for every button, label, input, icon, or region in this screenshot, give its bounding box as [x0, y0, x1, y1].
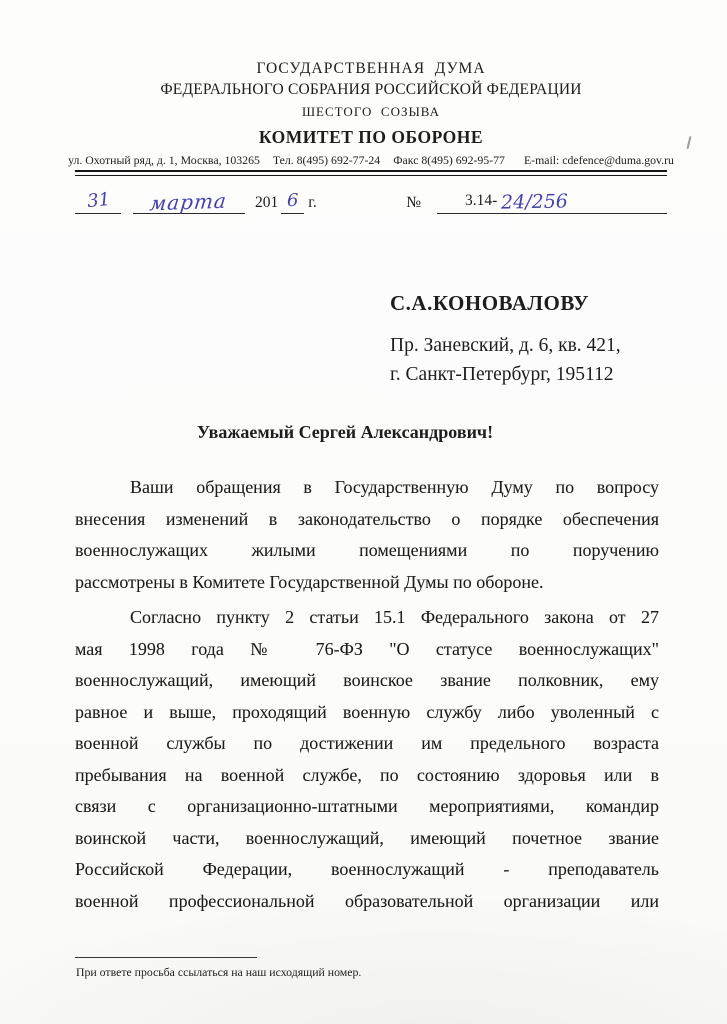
contact-address: ул. Охотный ряд, д. 1, Москва, 103265	[68, 153, 260, 167]
contact-fax: Факс 8(495) 692-95-77	[393, 153, 505, 167]
body-line: мая 1998 года № 76-ФЗ "О статусе военнослужащих"	[75, 638, 659, 659]
outgoing-number-label: №	[406, 194, 421, 211]
reference-row	[75, 184, 667, 214]
body-line: воинской части, военнослужащий, имеющий почетное звание	[75, 827, 659, 848]
date-day-field	[75, 188, 121, 214]
committee-title: КОМИТЕТ ПО ОБОРОНЕ	[258, 127, 484, 147]
date-year-suffix: г.	[308, 194, 317, 211]
body-line: Российской Федерации, военнослужащий - преподаватель	[75, 859, 659, 879]
body-line: рассмотрены в Комитете Государственной Думы по обороне.	[75, 571, 544, 592]
body-line: Ваши обращения в Государственную Думу по вопросу	[130, 477, 659, 497]
body-paragraph-1	[75, 472, 659, 598]
date-year-printed: 201	[255, 194, 279, 211]
stray-pen-mark	[686, 136, 691, 149]
footer-note: При ответе просьба ссылаться на наш исходящий номер.	[76, 965, 362, 979]
salutation: Уважаемый Сергей Александрович!	[196, 422, 494, 442]
addressee-address-line2: г. Санкт-Петербург, 195112	[390, 364, 614, 385]
body-line: военнослужащий, имеющий воинское звание полковник, ему	[75, 670, 659, 690]
contact-line	[68, 153, 674, 168]
letter-body	[75, 472, 659, 917]
contact-email: E-mail: cdefence@duma.gov.ru	[523, 153, 674, 167]
date-year-digit-field	[281, 188, 304, 214]
letterhead-separator-rule	[75, 170, 667, 176]
org-name-line1: ГОСУДАРСТВЕННАЯ ДУМА	[256, 60, 486, 77]
addressee-address-line1: Пр. Заневский, д. 6, кв. 421,	[390, 335, 621, 356]
outgoing-number-handwritten: 24/256	[501, 190, 569, 214]
body-line: военной профессиональной образовательной организации или	[75, 890, 659, 911]
date-day-handwritten: 31	[85, 188, 111, 213]
body-line: военнослужащих жилыми помещениями по поручению	[75, 540, 659, 560]
body-line: Согласно пункту 2 статьи 15.1 Федерального закона от 27	[130, 607, 659, 627]
body-line: связи с организационно-штатными мероприятиями, командир	[75, 796, 659, 816]
body-line: внесения изменений в законодательство о порядке обеспечения	[75, 508, 659, 529]
outgoing-number-typed: 3.14-	[465, 192, 498, 209]
contact-phone: Тел. 8(495) 692-77-24	[272, 153, 381, 167]
outgoing-number-field	[437, 188, 667, 214]
body-line: военной службы по достижении им предельного возраста	[75, 733, 659, 753]
body-line: пребывания на военной службе, по состоянию здоровья или в	[75, 764, 659, 785]
footer-rule	[75, 957, 257, 958]
body-line: равное и выше, проходящий военную службу либо уволенный с	[75, 701, 659, 722]
convocation-line: ШЕСТОГО СОЗЫВА	[301, 104, 441, 119]
date-month-handwritten: марта	[148, 188, 229, 216]
org-name-line2: ФЕДЕРАЛЬНОГО СОБРАНИЯ РОССИЙСКОЙ ФЕДЕРАЦИИ	[160, 81, 582, 98]
date-month-field	[133, 188, 245, 214]
addressee-name: С.А.КОНОВАЛОВУ	[390, 291, 590, 315]
body-paragraph-2	[75, 602, 659, 917]
date-year-digit-handwritten: 6	[287, 190, 299, 211]
